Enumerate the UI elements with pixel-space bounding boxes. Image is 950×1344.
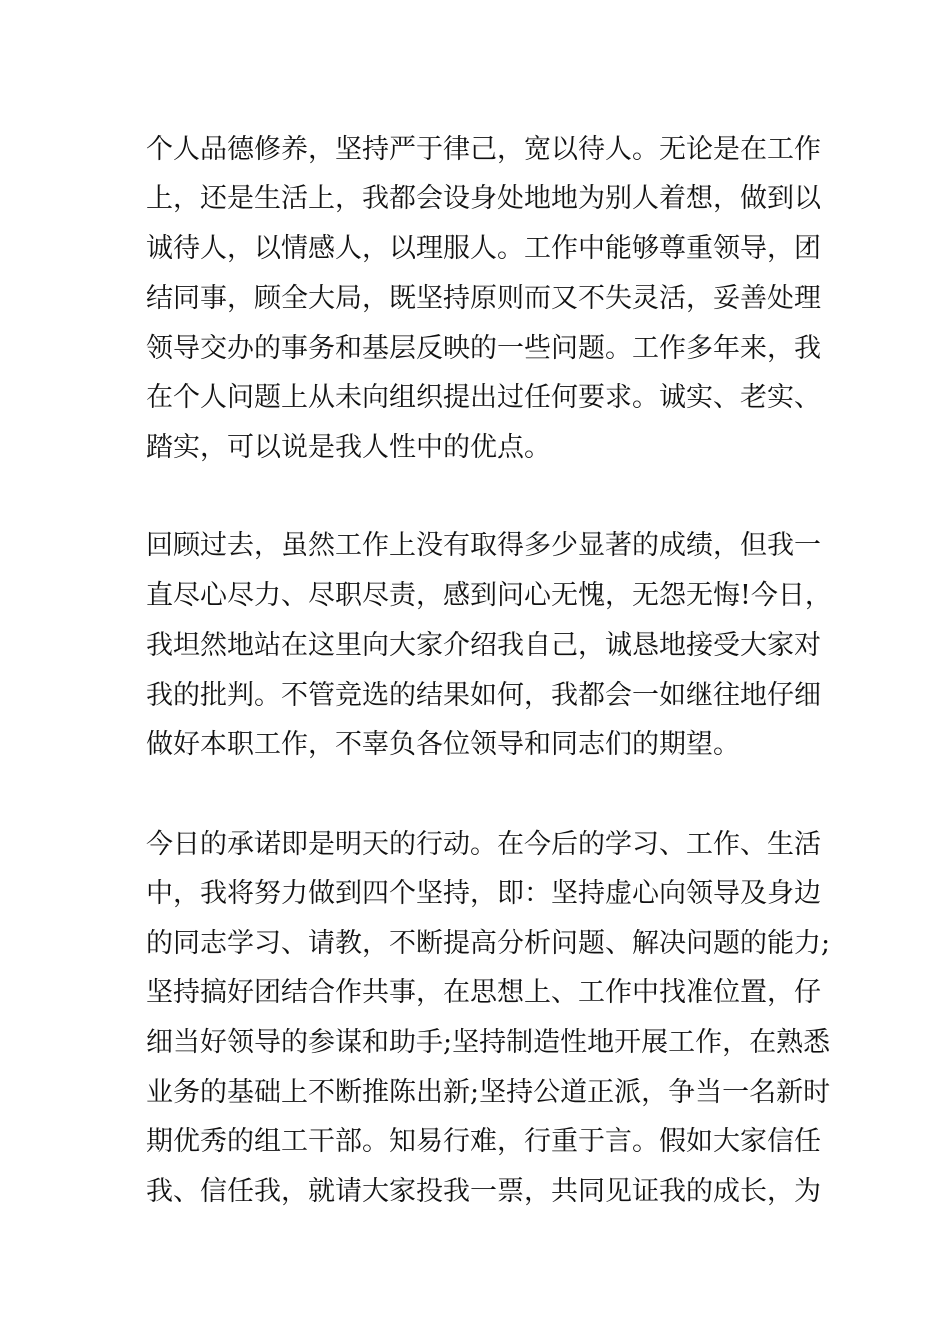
text-line: 业务的基础上不断推陈出新;坚持公道正派，争当一名新时 bbox=[146, 1077, 831, 1108]
text-line: 坚持搞好团结合作共事，在思想上、工作中找准位置，仔 bbox=[146, 977, 821, 1008]
text-line: 诚待人，以情感人，以理服人。工作中能够尊重领导，团 bbox=[146, 233, 821, 264]
text-line: 上，还是生活上，我都会设身处地地为别人着想，做到以 bbox=[146, 183, 821, 214]
text-line: 今日的承诺即是明天的行动。在今后的学习、工作、生活 bbox=[146, 829, 821, 860]
text-line: 领导交办的事务和基层反映的一些问题。工作多年来，我 bbox=[146, 333, 821, 364]
text-line: 细当好领导的参谋和助手;坚持制造性地开展工作，在熟悉 bbox=[146, 1027, 831, 1058]
text-line: 直尽心尽力、尽职尽责，感到问心无愧，无怨无悔!今日， bbox=[146, 580, 832, 611]
text-line: 个人品德修养，坚持严于律己，宽以待人。无论是在工作 bbox=[146, 134, 821, 165]
text-line: 期优秀的组工干部。知易行难，行重于言。假如大家信任 bbox=[146, 1126, 821, 1157]
text-line: 我的批判。不管竞选的结果如何，我都会一如继往地仔细 bbox=[146, 680, 821, 711]
text-line: 的同志学习、请教，不断提高分析问题、解决问题的能力; bbox=[146, 928, 831, 959]
text-line: 我坦然地站在这里向大家介绍我自己，诚恳地接受大家对 bbox=[146, 630, 821, 661]
text-line: 结同事，顾全大局，既坚持原则而又不失灵活，妥善处理 bbox=[146, 283, 821, 314]
text-line: 中，我将努力做到四个坚持，即：坚持虚心向领导及身边 bbox=[146, 878, 821, 909]
text-line: 回顾过去，虽然工作上没有取得多少显著的成绩，但我一 bbox=[146, 530, 821, 561]
text-line: 我、信任我，就请大家投我一票，共同见证我的成长，为 bbox=[146, 1176, 821, 1207]
text-line: 做好本职工作，不辜负各位领导和同志们的期望。 bbox=[146, 729, 740, 760]
text-line: 在个人问题上从未向组织提出过任何要求。诚实、老实、 bbox=[146, 382, 821, 413]
text-line: 踏实，可以说是我人性中的优点。 bbox=[146, 432, 551, 463]
